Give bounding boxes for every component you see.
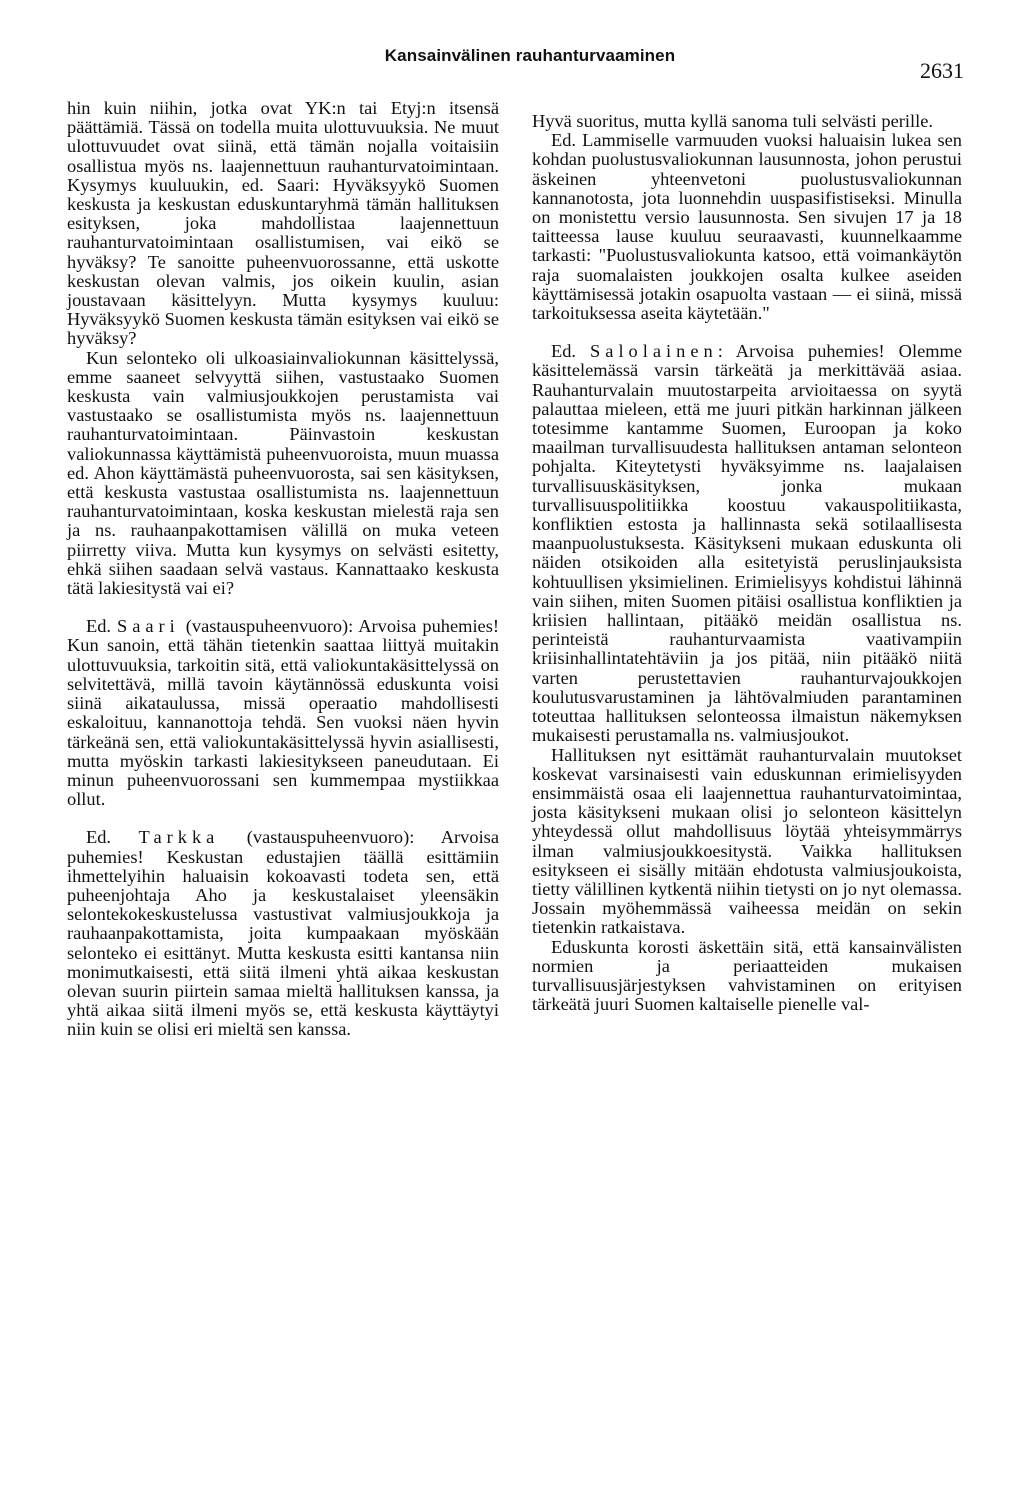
right-column xyxy=(532,112,962,1014)
speech-salolainen xyxy=(532,342,962,745)
paragraph: Hallituksen nyt esittämät rauhanturvalain muutokset koskevat varsinaisesti vain eduskunnan erimielisyyden ensimmäistä osaa eli laajennettua rauhanturvatoimintaa, josta käsitykseni mukaan olisi jo selonteon käsittelyn yhteydessä ollut mahdollisuus löytää yhteisymmärrys ilman valmiusjoukkoesitystä. Vaikka hallituksen esitykseen ei sisälly mitään ehdotusta valmiusjoukoista, tietty välillinen kytkentä niihin tietysti on jo nyt olemassa. Jossain myöhemmässä vaiheessa meidän on sekin tietenkin ratkaistava. xyxy=(532,744,962,938)
speech-saari xyxy=(67,617,499,809)
running-title: Kansainvälinen rauhanturvaaminen xyxy=(384,46,676,65)
paragraph: Eduskunta korosti äskettäin sitä, että kansainvälisten normien ja periaatteiden mukaisen turvallisuusjärjestyksen vahvistaminen on erityisen tärkeätä juuri Suomen kaltaiselle pienelle val- xyxy=(532,936,962,1015)
speech-text: : Arvoisa puhemies! Olemme käsittelemässä varsin tärkeätä ja merkittävää asiaa. Rauhanturvalain muutostarpeita arvioitaessa on syytä palauttaa mieleen, että me juuri pitkän harkinnan jälkeen totesimme kantamme Suomen, Euroopan ja koko maailman turvallisuudesta hallituksen antaman selonteon pohjalta. Kiteytetysti hyväksyimme ns. laajalaisen turvallisuuskäsityksen, jonka mukaan turvallisuuspolitiikka koostuu vakauspolitiikasta, konfliktien estosta ja hallinnasta sekä sotilaallisesta maanpuolustuksesta. Käsitykseni mukaan eduskunta oli näiden otsikoiden alla esitetyistä peruslinjauksista kohtuullisen yksimielinen. Erimielisyys kohdistui lähinnä vain siihen, miten Suomen pitäisi osallistua konfliktien ja kriisien hallintaan, pitääkö meidän osallistua ns. perinteistä rauhanturvaamista vaativampiin kriisinhallintatehtäviin ja jos pitää, niin pitääkö niitä varten perustettavien rauhanturvajoukkojen koulutusvarustaminen ja lähtövalmiuden parantaminen toteuttaa hallituksen selonteossa ilmaistun näkemyksen mukaisesti perustamalla ns. valmiusjoukot. xyxy=(532,341,962,746)
paragraph: Ed. Lammiselle varmuuden vuoksi haluaisin lukea sen kohdan puolustusvaliokunnan lausunnosta, johon perustui äskeinen yhteenvetoni puolustusvaliokunnan kannanotosta, jota luonnehdin uuspasifistiseksi. Minulla on monistettu versio lausunnosta. Sen sivujen 17 ja 18 taitteessa lause kuuluu seuraavasti, kuunnelkaamme tarkasti: "Puolustusvaliokunta katsoo, että voimankäytön raja suomalaisten joukkojen osalta kulkee aseiden käyttämisessä jotakin osapuolta vastaan — ei siinä, missä tarkoituksessa aseita käytetään." xyxy=(532,130,962,324)
speaker-name: Saari xyxy=(117,616,180,637)
speech-text: (vastauspuheenvuoro): Arvoisa puhemies! Keskustan edustajien täällä esittämiin ihmettelyihin haluaisin kokoavasti todeta sen, että puheenjohtaja Aho ja keskustalaiset yleensäkin selontekokeskustelussa vastustivat valmiusjoukkoja ja rauhaanpakottamista, joita kumpaakaan myöskään selonteko ei esittänyt. Mutta keskusta esitti kantansa niin monimutkaisesti, että siitä ilmeni yhtä aikaa keskustan olevan suurin piirtein samaa mieltä hallituksen kanssa, ja yhtä aikaa siitä ilmeni myös se, että keskusta käyttäytyi niin kuin se olisi eri mieltä sen kanssa. xyxy=(67,827,499,1040)
paragraph: Kun selonteko oli ulkoasiainvaliokunnan käsittelyssä, emme saaneet selvyyttä siihen, vastustaako Suomen keskusta vain valmiusjoukkojen perustamista vai vastustaako se osallistumista myös ns. laajennettuun rauhanturvatoimintaan. Päinvastoin keskustan valiokunnassa käyttämistä puheenvuoroista, muun muassa ed. Ahon käyttämästä puheenvuorosta, sai sen käsityksen, että keskusta vastustaa osallistumista ns. laajennettuun rauhanturvatoimintaan, koska keskustan mielestä raja sen ja ns. rauhaanpakottamisen välillä on muka veteen piirretty viiva. Mutta kun kysymys on selvästi esitetty, ehkä siihen saadaan selvä vastaus. Kannattaako keskusta tätä lakiesitystä vai ei? xyxy=(67,347,499,599)
speech-prefix: Ed. xyxy=(86,616,117,637)
left-column xyxy=(67,99,499,1040)
speech-text: (vastauspuheenvuoro): Arvoisa puhemies! Kun sanoin, että tähän tietenkin saattaa liittyä muitakin ulottuvuuksia, tarkoitin sitä, että valiokuntakäsittelyssä on selvitettävä, millä tavoin käytännössä eduskunta voisi siinä aikataulussa, missä operaatio mahdollisesti eskaloituu, kannanottoja tehdä. Sen vuoksi näen hyvin tärkeänä sen, että valiokuntakäsittelyssä hyvin asiallisesti, mutta myöskin tarkasti lakiesitykseen paneudutaan. Ei minun puheenvuorossani sen kummempaa mystiikkaa ollut. xyxy=(67,616,500,810)
speech-tarkka xyxy=(67,828,499,1039)
page-number: 2631 xyxy=(920,58,964,83)
paragraph: Hyvä suoritus, mutta kyllä sanoma tuli selvästi perille. xyxy=(532,111,933,131)
speech-prefix: Ed. xyxy=(551,341,591,362)
speaker-name: Salolainen xyxy=(590,341,718,362)
speaker-name: Tarkka xyxy=(138,827,220,848)
speech-prefix: Ed. xyxy=(86,827,139,848)
paragraph: hin kuin niihin, jotka ovat YK:n tai Etyj:n itsensä päättämiä. Tässä on todella muita ulottuvuuksia. Ne muut ulottuvuudet ovat siinä, että tämän nojalla voitaisiin osallistua myös ns. laajennettuun rauhanturvatoimintaan. Kysymys kuuluukin, ed. Saari: Hyväksyykö Suomen keskusta ja keskustan eduskuntaryhmä tämän hallituksen esityksen, joka mahdollistaa laajennettuun rauhanturvatoimintaan osallistumisen, vai eikö se hyväksy? Te sanoitte puheenvuorossanne, että uskotte keskustan olevan valmis, jos oikein kuulin, asian joustavaan käsittelyyn. Mutta kysymys kuuluu: Hyväksyykö Suomen keskusta tämän esityksen vai eikö se hyväksy? xyxy=(67,98,499,349)
